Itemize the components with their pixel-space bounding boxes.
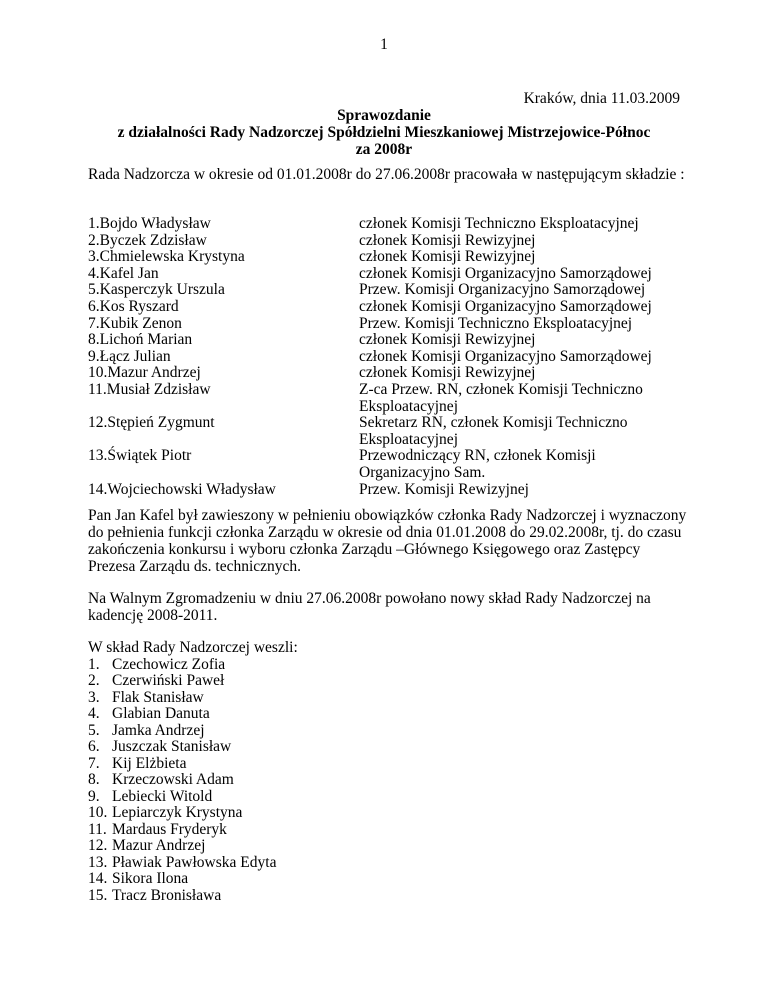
member-name: 7.Kubik Zenon bbox=[88, 314, 182, 332]
list-item bbox=[88, 871, 688, 888]
list-name: Kij Elżbieta bbox=[112, 754, 187, 772]
list-name: Flak Stanisław bbox=[112, 688, 204, 706]
member-role: Sekretarz RN, członek Komisji Techniczno Eksploatacyjnej bbox=[359, 414, 628, 448]
member-row bbox=[88, 415, 688, 448]
member-role: członek Komisji Techniczno Eksploatacyjnej bbox=[359, 215, 639, 232]
suspension-paragraph: Pan Jan Kafel był zawieszony w pełnieniu obowiązków członka Rady Nadzorczej i wyznaczony do pełnienia funkcji członka Zarządu w okresie od dnia 01.01.2008 do 29.02.2008r, tj. do czasu zakończenia konkursu i wyboru członka Zarządu –Głównego Księgowego oraz Zastępcy Prezesa Zarządu ds. technicznych. bbox=[88, 507, 687, 575]
list-name: Jamka Andrzej bbox=[112, 721, 205, 739]
member-name: 2.Byczek Zdzisław bbox=[88, 231, 207, 249]
list-name: Pławiak Pawłowska Edyta bbox=[112, 853, 277, 871]
member-name: 1.Bojdo Władysław bbox=[88, 215, 211, 232]
member-role: członek Komisji Rewizyjnej bbox=[359, 231, 536, 249]
list-number: 2. bbox=[88, 672, 100, 689]
member-row bbox=[88, 216, 688, 233]
member-row bbox=[88, 233, 688, 250]
member-row bbox=[88, 349, 688, 366]
member-role: Przew. Komisji Organizacyjno Samorządowej bbox=[359, 281, 646, 299]
list-item bbox=[88, 723, 688, 740]
list-item bbox=[88, 888, 688, 905]
list-name: Lebiecki Witold bbox=[112, 787, 213, 805]
member-row bbox=[88, 365, 688, 382]
list-item bbox=[88, 805, 688, 822]
new-board-list bbox=[88, 640, 688, 904]
list-number: 7. bbox=[88, 754, 100, 772]
list-item bbox=[88, 838, 688, 855]
member-row bbox=[88, 282, 688, 299]
report-title bbox=[40, 107, 728, 158]
member-name: 11.Musiał Zdzisław bbox=[88, 380, 211, 398]
list-number: 8. bbox=[88, 771, 100, 788]
list-item bbox=[88, 772, 688, 789]
list-name: Lepiarczyk Krystyna bbox=[112, 804, 243, 821]
member-name: 5.Kasperczyk Urszula bbox=[88, 281, 225, 299]
member-role: Przew. Komisji Techniczno Eksploatacyjnej bbox=[359, 314, 633, 332]
member-name: 13.Świątek Piotr bbox=[88, 447, 192, 465]
member-name: 6.Kos Ryszard bbox=[88, 297, 179, 315]
general-assembly-paragraph: Na Walnym Zgromadzeniu w dniu 27.06.2008r powołano nowy skład Rady Nadzorczej na kadencję 2008-2011. bbox=[88, 590, 651, 624]
member-name: 14.Wojciechowski Władysław bbox=[88, 480, 276, 498]
list-number: 11. bbox=[88, 820, 107, 838]
list-name: Tracz Bronisława bbox=[112, 886, 222, 904]
list-item bbox=[88, 657, 688, 674]
member-role: członek Komisji Rewizyjnej bbox=[359, 364, 536, 382]
list-name: Mazur Andrzej bbox=[112, 837, 206, 854]
date-line: Kraków, dnia 11.03.2009 bbox=[523, 90, 680, 107]
member-row bbox=[88, 316, 688, 333]
list-number: 15. bbox=[88, 886, 108, 904]
title-line-3: za 2008r bbox=[355, 141, 413, 158]
member-role: członek Komisji Organizacyjno Samorządowej bbox=[359, 264, 652, 282]
list-item bbox=[88, 673, 688, 690]
member-row bbox=[88, 382, 688, 415]
list-item bbox=[88, 855, 688, 872]
member-name: 12.Stępień Zygmunt bbox=[88, 414, 215, 432]
list-name: Czechowicz Zofia bbox=[112, 655, 226, 673]
members-list bbox=[88, 216, 688, 498]
list-name: Glabian Danuta bbox=[112, 705, 210, 722]
member-name: 3.Chmielewska Krystyna bbox=[88, 248, 245, 266]
list-item bbox=[88, 822, 688, 839]
intro-paragraph: Rada Nadzorcza w okresie od 01.01.2008r do 27.06.2008r pracowała w następującym składzie : bbox=[88, 166, 685, 183]
member-role: Przew. Komisji Rewizyjnej bbox=[359, 480, 529, 498]
list-number: 4. bbox=[88, 705, 100, 722]
member-row bbox=[88, 482, 688, 499]
member-role: członek Komisji Organizacyjno Samorządowej bbox=[359, 347, 652, 365]
list-number: 12. bbox=[88, 837, 108, 854]
list-name: Juszczak Stanisław bbox=[112, 738, 232, 755]
list-item bbox=[88, 690, 688, 707]
list-number: 9. bbox=[88, 787, 100, 805]
member-role: Przewodniczący RN, członek Komisji Organizacyjno Sam. bbox=[359, 447, 596, 481]
member-name: 9.Łącz Julian bbox=[88, 347, 171, 365]
list-number: 13. bbox=[88, 853, 108, 871]
list-name: Mardaus Fryderyk bbox=[112, 820, 227, 838]
list-number: 6. bbox=[88, 738, 100, 755]
list-name: Czerwiński Paweł bbox=[112, 672, 225, 689]
list-number: 5. bbox=[88, 721, 100, 739]
list-item bbox=[88, 706, 688, 723]
member-role: członek Komisji Rewizyjnej bbox=[359, 331, 536, 349]
member-name: 8.Lichoń Marian bbox=[88, 331, 193, 349]
list-number: 10. bbox=[88, 804, 108, 821]
member-row bbox=[88, 299, 688, 316]
title-line-2: z działalności Rady Nadzorczej Spółdzielni Mieszkaniowej Mistrzejowice-Północ bbox=[117, 124, 651, 141]
member-row bbox=[88, 332, 688, 349]
list-number: 3. bbox=[88, 688, 100, 706]
member-row bbox=[88, 448, 688, 481]
list-item bbox=[88, 789, 688, 806]
member-row bbox=[88, 266, 688, 283]
list-number: 14. bbox=[88, 870, 108, 887]
list-number: 1. bbox=[88, 655, 100, 673]
list-name: Krzeczowski Adam bbox=[112, 771, 234, 788]
list-item bbox=[88, 739, 688, 756]
member-role: członek Komisji Rewizyjnej bbox=[359, 248, 536, 266]
page-number: 1 bbox=[380, 36, 388, 53]
member-role: Z-ca Przew. RN, członek Komisji Techniczno Eksploatacyjnej bbox=[359, 380, 643, 415]
list-name: Sikora Ilona bbox=[112, 870, 189, 887]
title-line-1: Sprawozdanie bbox=[337, 107, 431, 124]
new-board-heading: W skład Rady Nadzorczej weszli: bbox=[88, 639, 298, 656]
member-row bbox=[88, 249, 688, 266]
member-role: członek Komisji Organizacyjno Samorządowej bbox=[359, 297, 652, 315]
member-name: 4.Kafel Jan bbox=[88, 264, 159, 282]
list-item bbox=[88, 756, 688, 773]
member-name: 10.Mazur Andrzej bbox=[88, 364, 201, 382]
